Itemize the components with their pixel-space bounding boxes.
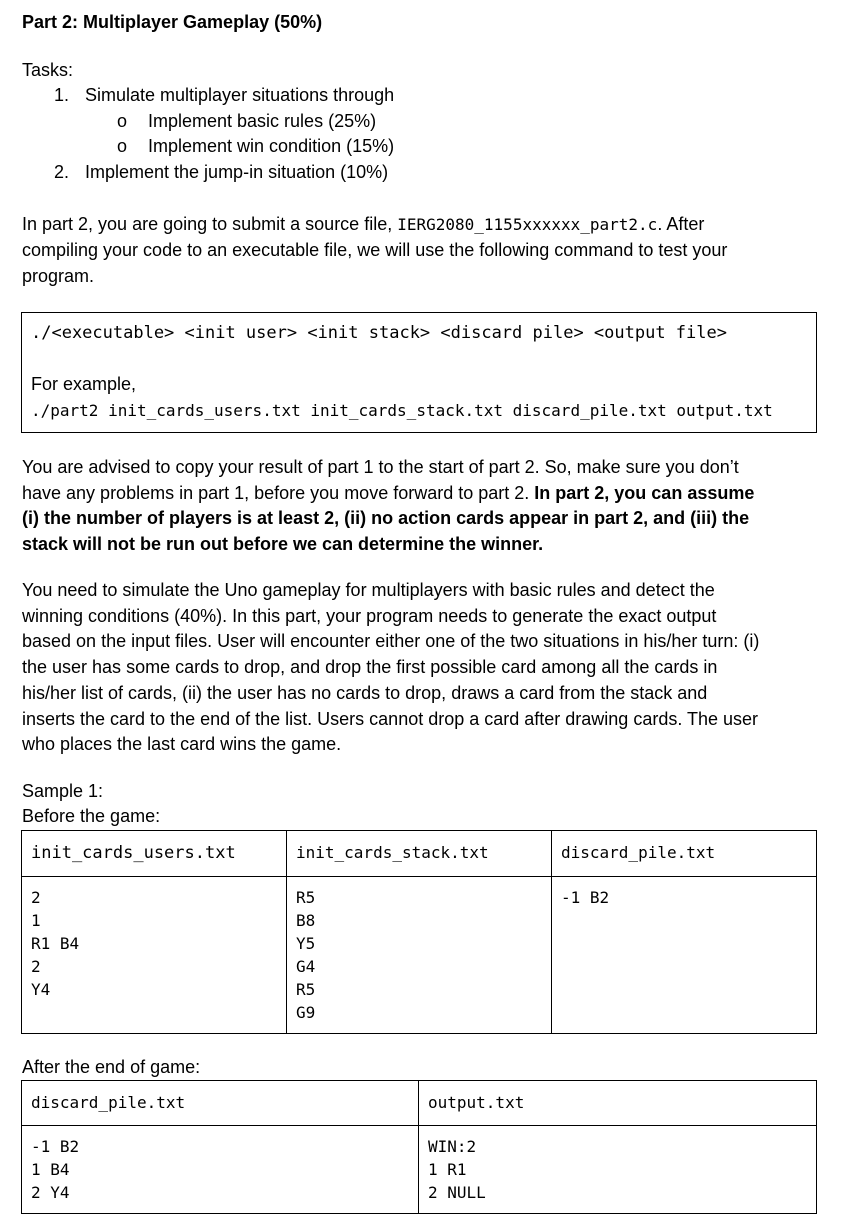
intro-line-2: compiling your code to an executable file, we will use the following command to test your — [22, 240, 728, 260]
header-users: init_cards_users.txt — [31, 843, 236, 863]
intro-line-3: program. — [22, 266, 95, 286]
after-label: After the end of game: — [22, 1057, 201, 1077]
bullet-icon: o — [117, 136, 128, 156]
task-1b: Implement win condition (15%) — [148, 136, 395, 156]
simulate-line-3: based on the input files. User will encounter either one of the two situations in his/her turn: (i) — [22, 631, 760, 651]
stack-line: B8 — [296, 911, 316, 930]
stack-line: G4 — [296, 957, 316, 976]
stack-line: R5 — [296, 980, 316, 999]
simulate-line-7: who places the last card wins the game. — [22, 734, 342, 754]
users-line: 2 — [31, 888, 41, 907]
table-divider — [21, 876, 817, 877]
advice-line-2: have any problems in part 1, before you move forward to part 2. In part 2, you can assume — [22, 483, 755, 503]
table-divider — [21, 1125, 817, 1126]
sample-label: Sample 1: — [22, 781, 104, 801]
output-line: 2 NULL — [428, 1183, 486, 1202]
task-2: Implement the jump-in situation (10%) — [85, 162, 389, 182]
header-discard-after: discard_pile.txt — [31, 1093, 186, 1112]
discard-line: -1 B2 — [561, 888, 610, 907]
discard-after-line: -1 B2 — [31, 1137, 80, 1156]
stack-line: R5 — [296, 888, 316, 907]
tasks-label: Tasks: — [22, 60, 74, 80]
page-title: Part 2: Multiplayer Gameplay (50%) — [22, 12, 323, 32]
header-output: output.txt — [428, 1093, 525, 1112]
source-filename: IERG2080_1155xxxxxx_part2.c — [397, 215, 658, 234]
example-label: For example, — [31, 374, 137, 394]
discard-after-line: 2 Y4 — [31, 1183, 70, 1202]
header-discard: discard_pile.txt — [561, 843, 716, 862]
header-stack: init_cards_stack.txt — [296, 843, 489, 862]
command-example: ./part2 init_cards_users.txt init_cards_stack.txt discard_pile.txt output.txt — [31, 401, 773, 420]
simulate-line-1: You need to simulate the Uno gameplay for multiplayers with basic rules and detect the — [22, 580, 715, 600]
users-line: R1 B4 — [31, 934, 80, 953]
intro-line-1: In part 2, you are going to submit a source file, IERG2080_1155xxxxxx_part2.c. After — [22, 214, 705, 234]
table-divider — [286, 830, 287, 1034]
simulate-line-5: his/her list of cards, (ii) the user has no cards to drop, draws a card from the stack and — [22, 683, 708, 703]
simulate-line-6: inserts the card to the end of the list. Users cannot drop a card after drawing cards. The user — [22, 709, 759, 729]
users-line: 1 — [31, 911, 41, 930]
bullet-icon: o — [117, 111, 128, 131]
simulate-line-2: winning conditions (40%). In this part, your program needs to generate the exact output — [22, 606, 717, 626]
task-1-number: 1. — [54, 85, 70, 105]
before-label: Before the game: — [22, 806, 161, 826]
advice-line-4: stack will not be run out before we can determine the winner. — [22, 534, 544, 554]
task-1: Simulate multiplayer situations through — [85, 85, 395, 105]
simulate-line-4: the user has some cards to drop, and drop the first possible card among all the cards in — [22, 657, 718, 677]
users-line: Y4 — [31, 980, 51, 999]
output-line: WIN:2 — [428, 1137, 477, 1156]
command-usage: ./<executable> <init user> <init stack> <discard pile> <output file> — [31, 323, 727, 343]
stack-line: Y5 — [296, 934, 316, 953]
table-divider — [551, 830, 552, 1034]
output-line: 1 R1 — [428, 1160, 467, 1179]
advice-line-3: (i) the number of players is at least 2, (ii) no action cards appear in part 2, and (iii) the — [22, 508, 750, 528]
advice-line-1: You are advised to copy your result of part 1 to the start of part 2. So, make sure you don’t — [22, 457, 739, 477]
task-2-number: 2. — [54, 162, 70, 182]
discard-after-line: 1 B4 — [31, 1160, 70, 1179]
stack-line: G9 — [296, 1003, 316, 1022]
table-divider — [418, 1080, 419, 1214]
task-1a: Implement basic rules (25%) — [148, 111, 377, 131]
users-line: 2 — [31, 957, 41, 976]
